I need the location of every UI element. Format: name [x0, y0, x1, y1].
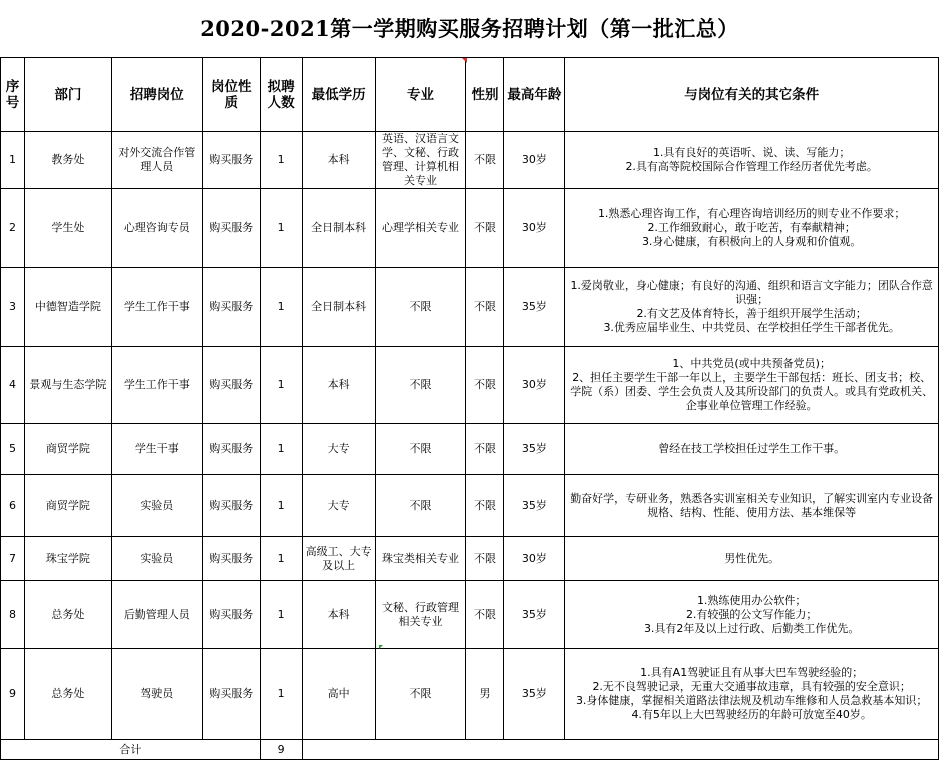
cell-count: 1 [260, 347, 302, 424]
cell-count: 1 [260, 268, 302, 347]
cell-nature: 购买服务 [202, 537, 260, 581]
error-marker [379, 645, 383, 649]
condition-line: 2.无不良驾驶记录，无重大交通事故违章，具有较强的安全意识； [592, 680, 911, 693]
cell-major: 不限 [375, 649, 466, 740]
cell-major: 不限 [375, 424, 466, 475]
cell-conditions [565, 132, 939, 189]
condition-line: 1、中共党员(或中共预备党员)； [672, 357, 831, 370]
cell-major: 心理学相关专业 [375, 189, 466, 268]
cell-nature: 购买服务 [202, 424, 260, 475]
cell-edu: 本科 [302, 581, 375, 649]
header-gender: 性别 [466, 58, 504, 132]
header-dept: 部门 [24, 58, 111, 132]
cell-nature: 购买服务 [202, 268, 260, 347]
condition-line: 曾经在技工学校担任过学生工作干事。 [658, 442, 846, 455]
cell-nature: 购买服务 [202, 649, 260, 740]
table-row [1, 581, 939, 649]
condition-line: 1.熟悉心理咨询工作，有心理咨询培训经历的则专业不作要求； [597, 207, 906, 220]
header-age: 最高年龄 [504, 58, 565, 132]
condition-line: 3.具有2年及以上过行政、后勤类工作优先。 [643, 621, 860, 635]
cell-conditions [565, 424, 939, 475]
cell-gender: 不限 [466, 132, 504, 189]
cell-count: 1 [260, 475, 302, 537]
cell-conditions [565, 268, 939, 347]
cell-no: 1 [1, 132, 25, 189]
cell-edu: 高级工、大专及以上 [302, 537, 375, 581]
cell-count: 1 [260, 189, 302, 268]
table-row [1, 347, 939, 424]
condition-line: 2、担任主要学生干部一年以上，主要学生干部包括：班长、团支书；校、学院（系）团委、学生会负责人及其所设部门的负责人。或具有党政机关、企事业单位管理工作经验。 [570, 371, 934, 412]
cell-major: 不限 [375, 347, 466, 424]
condition-line: 1.具有A1驾驶证且有从事大巴车驾驶经验的； [640, 666, 864, 679]
condition-line: 2.有文艺及体育特长，善于组织开展学生活动； [636, 307, 867, 320]
header-major: 专业 [375, 58, 466, 132]
cell-edu: 大专 [302, 475, 375, 537]
cell-age: 35岁 [504, 649, 565, 740]
cell-major: 英语、汉语言文学、文秘、行政管理、计算机相关专业 [375, 132, 466, 189]
condition-line: 3.优秀应届毕业生、中共党员、在学校担任学生干部者优先。 [603, 321, 900, 334]
cell-post: 实验员 [111, 475, 202, 537]
cell-count: 1 [260, 424, 302, 475]
cell-nature: 购买服务 [202, 189, 260, 268]
cell-age: 30岁 [504, 347, 565, 424]
cell-age: 35岁 [504, 581, 565, 649]
condition-line: 4.有5年以上大巴驾驶经历的年龄可放宽至40岁。 [631, 708, 872, 721]
table-row [1, 537, 939, 581]
cell-conditions [565, 347, 939, 424]
cell-gender: 男 [466, 649, 504, 740]
cell-no: 7 [1, 537, 25, 581]
cell-no: 5 [1, 424, 25, 475]
cell-major: 珠宝类相关专业 [375, 537, 466, 581]
total-label: 合计 [1, 740, 261, 760]
cell-dept: 商贸学院 [24, 424, 111, 475]
header-count: 拟聘人数 [260, 58, 302, 132]
table-row [1, 132, 939, 189]
condition-line: 1.爱岗敬业，身心健康；有良好的沟通、组织和语言文字能力；团队合作意识强； [570, 279, 933, 306]
condition-line: 3.身体健康，掌握相关道路法律法规及机动车维修和人员急救基本知识； [575, 694, 928, 707]
condition-line: 2.工作细致耐心，敢于吃苦，有奉献精神； [647, 221, 856, 234]
condition-line: 2.具有高等院校国际合作管理工作经历者优先考虑。 [625, 160, 878, 173]
cell-conditions [565, 537, 939, 581]
cell-gender: 不限 [466, 581, 504, 649]
cell-count: 1 [260, 132, 302, 189]
table-row [1, 189, 939, 268]
cell-major: 不限 [375, 475, 466, 537]
condition-line: 1.熟练使用办公软件； [696, 593, 807, 607]
cell-nature: 购买服务 [202, 132, 260, 189]
cell-major: 文秘、行政管理相关专业 [375, 581, 466, 649]
cell-major: 不限 [375, 268, 466, 347]
cell-no: 4 [1, 347, 25, 424]
cell-post: 学生工作干事 [111, 347, 202, 424]
cell-edu: 本科 [302, 132, 375, 189]
cell-edu: 本科 [302, 347, 375, 424]
cell-dept: 学生处 [24, 189, 111, 268]
cell-post: 驾驶员 [111, 649, 202, 740]
header-nature: 岗位性质 [202, 58, 260, 132]
cell-post: 学生干事 [111, 424, 202, 475]
cell-dept: 教务处 [24, 132, 111, 189]
condition-line: 1.具有良好的英语听、说、读、写能力； [652, 146, 851, 159]
recruitment-plan-table [0, 57, 939, 760]
cell-conditions [565, 581, 939, 649]
cell-no: 2 [1, 189, 25, 268]
cell-dept: 总务处 [24, 581, 111, 649]
total-blank [302, 740, 938, 760]
header-post: 招聘岗位 [111, 58, 202, 132]
cell-age: 35岁 [504, 268, 565, 347]
cell-gender: 不限 [466, 475, 504, 537]
cell-dept: 景观与生态学院 [24, 347, 111, 424]
cell-gender: 不限 [466, 347, 504, 424]
cell-post: 后勤管理人员 [111, 581, 202, 649]
cell-edu: 全日制本科 [302, 189, 375, 268]
cell-nature: 购买服务 [202, 347, 260, 424]
table-row [1, 475, 939, 537]
page-title: 2020-2021第一学期购买服务招聘计划（第一批汇总） [200, 16, 739, 41]
table-row [1, 268, 939, 347]
cell-age: 30岁 [504, 537, 565, 581]
cell-no: 9 [1, 649, 25, 740]
cell-nature: 购买服务 [202, 581, 260, 649]
header-no: 序号 [1, 58, 25, 132]
cell-age: 30岁 [504, 132, 565, 189]
cell-post: 对外交流合作管理人员 [111, 132, 202, 189]
cell-count: 1 [260, 537, 302, 581]
cell-dept: 商贸学院 [24, 475, 111, 537]
cell-gender: 不限 [466, 424, 504, 475]
header-edu: 最低学历 [302, 58, 375, 132]
cell-gender: 不限 [466, 268, 504, 347]
comment-marker [462, 58, 467, 63]
table-row [1, 649, 939, 740]
cell-no: 6 [1, 475, 25, 537]
cell-gender: 不限 [466, 537, 504, 581]
cell-count: 1 [260, 649, 302, 740]
cell-conditions [565, 649, 939, 740]
cell-conditions [565, 189, 939, 268]
cell-dept: 珠宝学院 [24, 537, 111, 581]
cell-dept: 中德智造学院 [24, 268, 111, 347]
cell-edu: 高中 [302, 649, 375, 740]
cell-dept: 总务处 [24, 649, 111, 740]
cell-count: 1 [260, 581, 302, 649]
header-conditions: 与岗位有关的其它条件 [565, 58, 939, 132]
condition-line: 勤奋好学，专研业务，熟悉各实训室相关专业知识，了解实训室内专业设备规格、结构、性能、使用方法、基本维保等 [570, 491, 934, 519]
cell-no: 3 [1, 268, 25, 347]
cell-age: 35岁 [504, 475, 565, 537]
table-row [1, 424, 939, 475]
cell-age: 35岁 [504, 424, 565, 475]
condition-line: 男性优先。 [724, 551, 780, 565]
cell-nature: 购买服务 [202, 475, 260, 537]
cell-edu: 大专 [302, 424, 375, 475]
condition-line: 3.身心健康，有积极向上的人身观和价值观。 [641, 235, 862, 248]
cell-post: 学生工作干事 [111, 268, 202, 347]
cell-post: 实验员 [111, 537, 202, 581]
cell-conditions [565, 475, 939, 537]
table-body [1, 132, 939, 740]
total-row [1, 740, 939, 760]
condition-line: 2.有较强的公文写作能力； [685, 607, 818, 621]
total-count: 9 [260, 740, 302, 760]
cell-post: 心理咨询专员 [111, 189, 202, 268]
header-row [1, 58, 939, 132]
cell-gender: 不限 [466, 189, 504, 268]
cell-age: 30岁 [504, 189, 565, 268]
cell-edu: 全日制本科 [302, 268, 375, 347]
cell-no: 8 [1, 581, 25, 649]
